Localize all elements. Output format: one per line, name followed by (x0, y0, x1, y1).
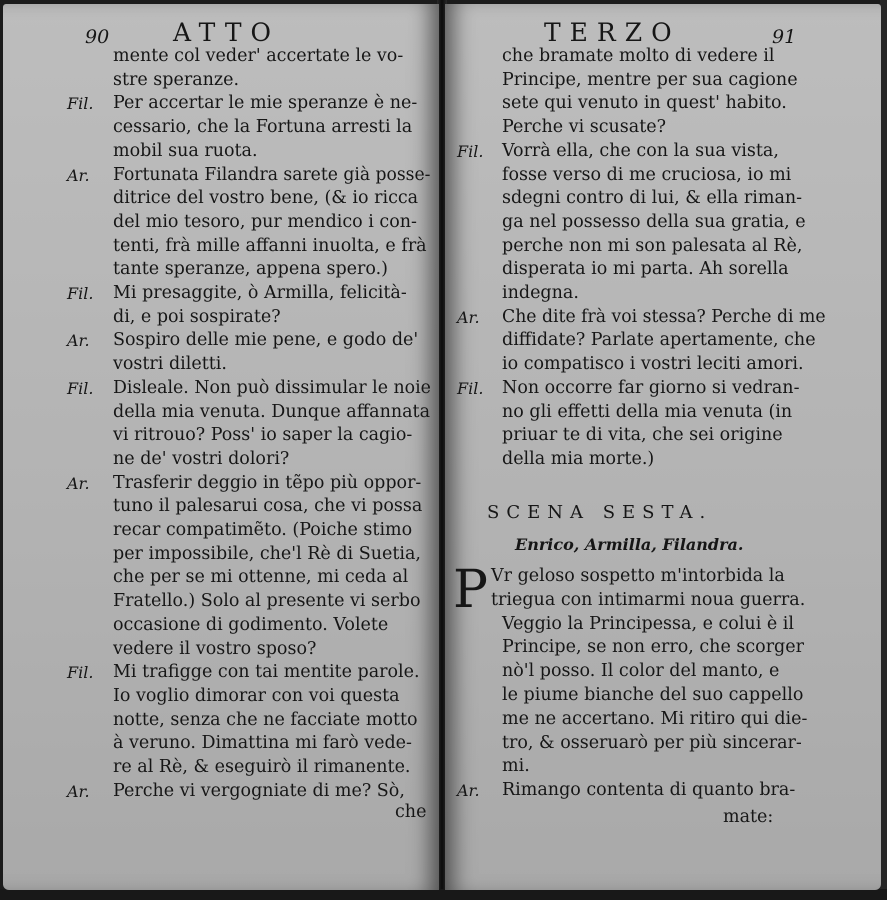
text-line: nò'l posso. Il color del manto, e (502, 661, 780, 682)
text-line: di, e poi sospirate? (113, 306, 281, 327)
text-line: sdegni contro di lui, & ella riman- (502, 188, 803, 209)
speaker-label: Ar. (457, 781, 480, 801)
text-line: Mi trafigge con tai mentite parole. (113, 662, 420, 683)
speaker-label: Ar. (67, 165, 90, 185)
text-line: Mi presaggite, ò Armilla, felicità- (113, 283, 407, 303)
running-head: ATTO (173, 18, 280, 47)
text-line: io compatisco i vostri leciti amori. (502, 354, 804, 375)
text-line: vi ritrouo? Poss' io saper la cagio- (113, 425, 413, 446)
text-line: che bramate molto di vedere il (502, 46, 775, 66)
text-line: Perche vi scusate? (502, 117, 666, 138)
text-line: cessario, che la Fortuna arresti la (113, 117, 413, 138)
text-line: ne de' vostri dolori? (113, 448, 290, 469)
text-line: le piume bianche del suo cappello (502, 685, 804, 705)
drop-cap: P (453, 560, 488, 620)
text-line: tante speranze, appena spero.) (113, 259, 388, 280)
text-line: mobil sua ruota. (113, 140, 258, 161)
text-line: Io voglio dimorar con voi questa (113, 685, 400, 706)
page-number: 91 (772, 26, 797, 48)
text-line: Trasferir deggio in tẽpo più oppor- (113, 472, 422, 493)
text-line: Rimango contenta di quanto bra- (502, 780, 796, 801)
text-line: Che dite frà voi stessa? Perche di me (502, 306, 826, 327)
text-line: Vorrà ella, che con la sua vista, (502, 140, 779, 161)
text-line: no gli effetti della mia venuta (in (502, 401, 793, 422)
text-line: della mia morte.) (502, 448, 655, 469)
speaker-label: Ar. (67, 781, 90, 801)
text-line: mente col veder' accertate le vo- (113, 46, 404, 66)
text-line: vedere il vostro sposo? (113, 638, 317, 659)
page-edge (880, 0, 887, 900)
speaker-label: Fil. (457, 141, 484, 161)
scene-title: SCENA SESTA. (487, 502, 713, 523)
text-line: per impossibile, che'l Rè di Suetia, (113, 543, 421, 564)
text-line: tuno il palesarui cosa, che vi possa (113, 496, 423, 517)
text-line: della mia venuta. Dunque affannata (113, 401, 431, 422)
text-line: Non occorre far giorno si vedran- (502, 377, 800, 398)
text-line: tro, & osseruarò per più sincerar- (502, 732, 802, 753)
text-block (3, 4, 439, 890)
text-line: sete qui venuto in quest' habito. (502, 93, 787, 114)
text-line: tenti, frà mille affanni inuolta, e frà (113, 235, 427, 256)
text-line: à veruno. Dimattina mi farò vede- (113, 733, 412, 754)
text-line: me ne accertano. Mi ritiro qui die- (502, 708, 808, 729)
left-page (3, 4, 439, 890)
speaker-label: Fil. (67, 663, 94, 683)
text-line: ga nel possesso della sua gratia, e (502, 211, 806, 232)
text-line: stre speranze. (113, 69, 240, 90)
text-line: fosse verso di me cruciosa, io mi (502, 164, 792, 185)
text-line: triegua con intimarmi noua guerra. (491, 589, 806, 610)
text-line: vostri diletti. (113, 354, 227, 375)
text-line: che per se mi ottenne, mi ceda al (113, 567, 409, 588)
text-line: diffidate? Parlate apertamente, che (502, 330, 816, 351)
speaker-label: Ar. (457, 307, 480, 327)
scene-text-block (445, 4, 881, 890)
text-line: indegna. (502, 283, 579, 303)
text-line: Perche vi vergogniate di me? Sò, (113, 780, 405, 801)
scene-cast: Enrico, Armilla, Filandra. (515, 535, 744, 554)
text-line: Veggio la Principessa, e colui è il (502, 613, 794, 634)
text-line: ditrice del vostro bene, (& io ricca (113, 188, 419, 209)
text-line: priuar te di vita, che sei origine (502, 425, 783, 446)
bottom-edge (0, 889, 887, 900)
text-line: perche non mi son palesata al Rè, (502, 235, 803, 256)
text-line: Principe, se non erro, che scorger (502, 637, 804, 658)
text-line: recar compatimẽto. (Poiche stimo (113, 520, 413, 540)
text-line: occasione di godimento. Volete (113, 614, 389, 635)
speaker-label: Ar. (67, 331, 90, 351)
text-line: Principe, mentre per sua cagione (502, 69, 798, 90)
text-line: Fortunata Filandra sarete già posse- (113, 164, 431, 185)
text-line: disperata io mi parta. Ah sorella (502, 259, 789, 280)
catchword: che (395, 802, 427, 822)
catchword: mate: (723, 807, 774, 827)
text-line: Sospiro delle mie pene, e godo de' (113, 330, 419, 351)
running-head: TERZO (544, 18, 681, 47)
right-page (445, 4, 881, 890)
speaker-label: Fil. (457, 378, 484, 398)
text-line: del mio tesoro, pur mendico i con- (113, 211, 417, 232)
text-line: Per accertar le mie speranze è ne- (113, 93, 418, 114)
speaker-label: Ar. (67, 473, 90, 493)
speaker-label: Fil. (67, 378, 94, 398)
speaker-label: Fil. (67, 94, 94, 114)
text-line: mi. (502, 756, 530, 777)
text-line: Fratello.) Solo al presente vi serbo (113, 591, 421, 612)
text-line: Disleale. Non può dissimular le noie (113, 377, 431, 398)
text-line: re al Rè, & eseguirò il rimanente. (113, 757, 411, 777)
page-number: 90 (85, 26, 110, 48)
speaker-label: Fil. (67, 284, 94, 303)
text-line: Vr geloso sospetto m'intorbida la (491, 566, 785, 586)
text-line: notte, senza che ne facciate motto (113, 709, 418, 730)
